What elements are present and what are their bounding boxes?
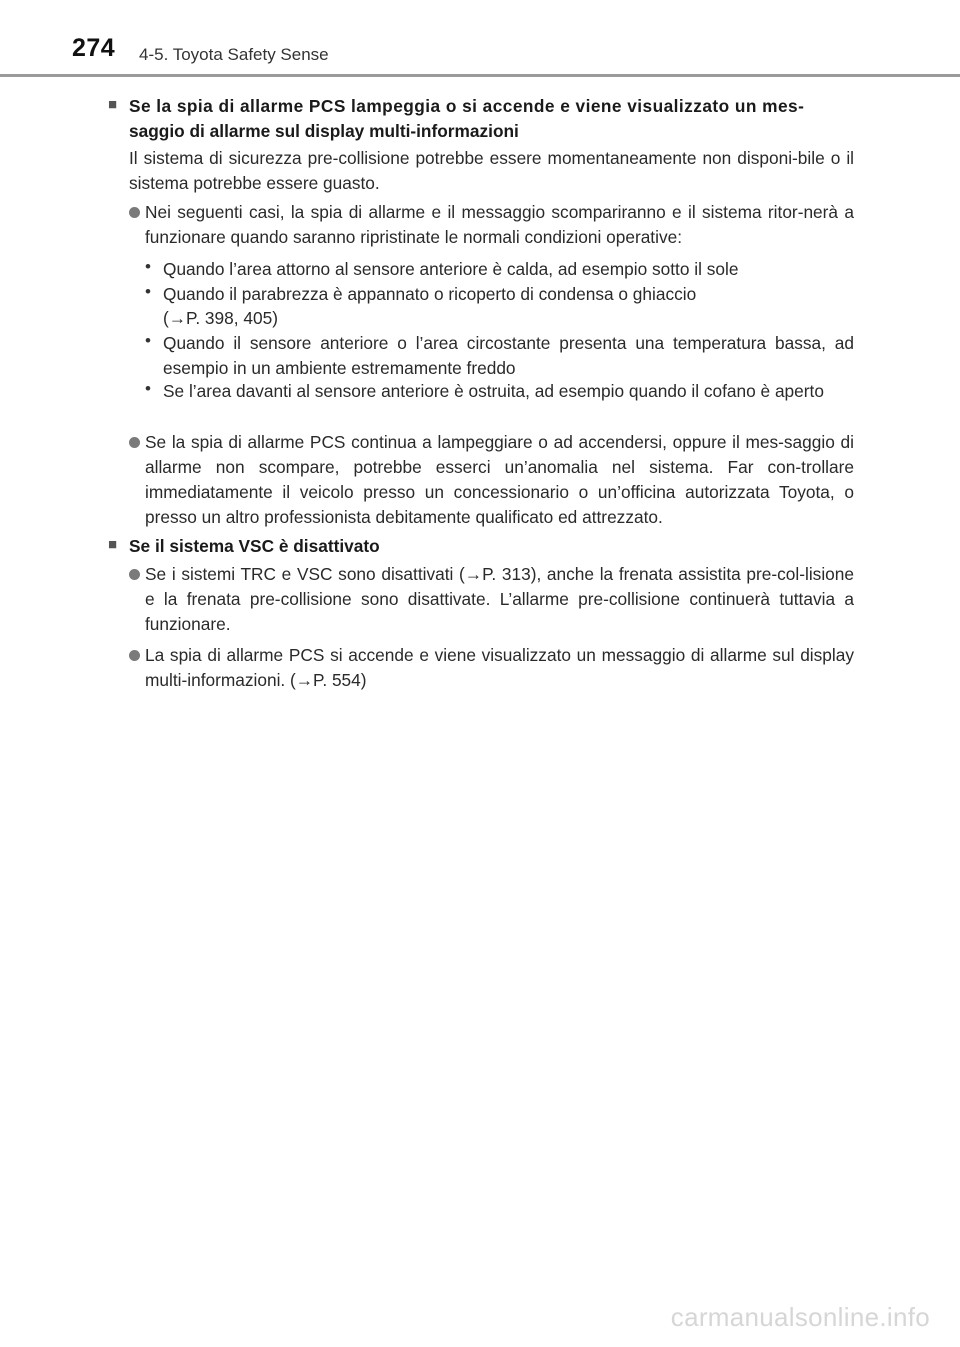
section-title: 4-5. Toyota Safety Sense xyxy=(139,45,329,64)
dot-bullet-icon: • xyxy=(145,282,151,301)
page-reference: (→P. 398, 405) xyxy=(163,308,278,328)
circle-bullet-icon xyxy=(129,650,140,661)
bullet-paragraph: Nei seguenti casi, la spia di allarme e il messaggio scompariranno e il sistema ritor-nerà a funzionare quando saranno ripristinate le normali condizioni operative: xyxy=(145,202,854,247)
dot-bullet-icon: • xyxy=(145,331,151,350)
page-header xyxy=(0,0,960,78)
section-heading-continued: saggio di allarme sul display multi-informazioni xyxy=(129,121,519,141)
section-heading: Se il sistema VSC è disattivato xyxy=(129,536,380,556)
bullet-paragraph: La spia di allarme PCS si accende e viene visualizzato un messaggio di allarme sul display multi-informazioni. (→P. 554) xyxy=(145,645,854,690)
square-bullet-icon: ■ xyxy=(108,536,118,553)
circle-bullet-icon xyxy=(129,207,140,218)
circle-bullet-icon xyxy=(129,437,140,448)
bullet-paragraph: Se i sistemi TRC e VSC sono disattivati (→P. 313), anche la frenata assistita pre-col-lisione e la frenata pre-collisione sono disattivate. L’allarme pre-collisione continuerà tuttavia a funzionare. xyxy=(145,564,854,634)
intro-paragraph: Il sistema di sicurezza pre-collisione potrebbe essere momentaneamente non disponi-bile o il sistema potrebbe essere guasto. xyxy=(129,148,854,193)
list-item: Quando l’area attorno al sensore anteriore è calda, ad esempio sotto il sole xyxy=(163,259,739,279)
dot-bullet-icon: • xyxy=(145,257,151,276)
list-item: Quando il parabrezza è appannato o ricoperto di condensa o ghiaccio xyxy=(163,284,697,304)
header-divider xyxy=(0,74,960,77)
page-number: 274 xyxy=(72,34,116,62)
square-bullet-icon: ■ xyxy=(108,96,118,113)
circle-bullet-icon xyxy=(129,569,140,580)
section-heading: Se la spia di allarme PCS lampeggia o si accende e viene visualizzato un mes- xyxy=(129,96,805,116)
dot-bullet-icon: • xyxy=(145,379,151,398)
bullet-paragraph: Se la spia di allarme PCS continua a lampeggiare o ad accendersi, oppure il mes-saggio di allarme non scompare, potrebbe esserci un’anomalia nel sistema. Far con-trollare immediatamente il veicolo presso un concessionario o un’officina autorizzata Toyota, o presso un altro professionista debitamente qualificato ed attrezzato. xyxy=(145,432,854,527)
list-item: Se l’area davanti al sensore anteriore è ostruita, ad esempio quando il cofano è aperto xyxy=(163,381,824,401)
watermark: carmanualsonline.info xyxy=(670,1302,930,1332)
list-item: Quando il sensore anteriore o l’area circostante presenta una temperatura bassa, ad esempio in un ambiente estremamente freddo xyxy=(163,333,854,378)
